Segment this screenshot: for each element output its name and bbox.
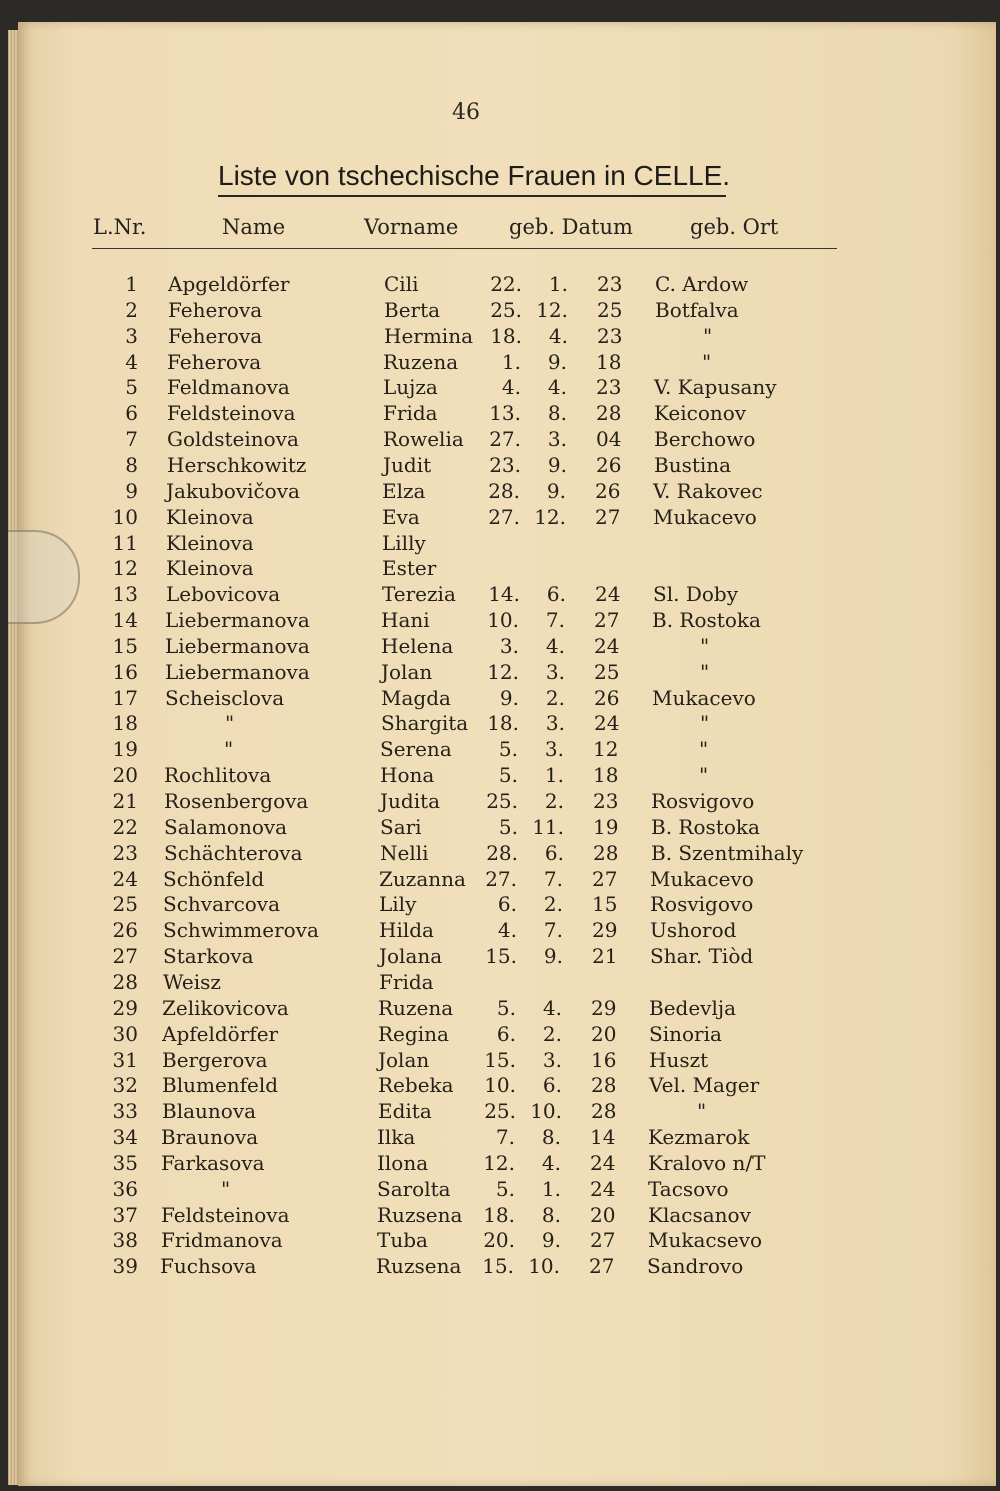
row-birthplace: V. Rakovec	[653, 478, 763, 503]
row-birth-day: 13.	[489, 401, 521, 426]
row-birth-day: 28.	[488, 478, 520, 503]
row-birth-year: 14	[590, 1125, 616, 1150]
row-birth-month: 4.	[541, 1150, 561, 1175]
row-birth-day: 9.	[499, 685, 519, 710]
row-birthplace: Kralovo n/T	[648, 1150, 766, 1175]
row-birthplace: Bedevlja	[649, 995, 736, 1020]
row-vorname: Hona	[380, 763, 435, 788]
row-birth-year: 18	[596, 349, 622, 374]
row-birthplace: Rosvigovo	[650, 892, 754, 917]
row-vorname: Tuba	[377, 1228, 428, 1253]
row-birthplace: "	[697, 1099, 707, 1124]
row-number: 36	[112, 1176, 138, 1201]
row-birth-year: 25	[594, 659, 620, 684]
row-birth-year: 27	[594, 608, 620, 633]
row-birth-day: 22.	[490, 272, 522, 296]
row-birth-month: 4.	[548, 323, 568, 348]
row-number: 39	[112, 1254, 138, 1279]
row-birth-day: 15.	[482, 1254, 514, 1279]
row-name: Blaunova	[162, 1099, 257, 1124]
row-number: 16	[112, 659, 138, 684]
row-birthplace: "	[703, 323, 713, 348]
row-birthplace: Berchowo	[654, 427, 756, 452]
row-vorname: Lilly	[382, 530, 426, 555]
row-number: 20	[112, 763, 138, 788]
header-datum: geb. Datum	[509, 215, 633, 239]
row-birth-year: 27	[589, 1254, 615, 1279]
row-birth-year: 24	[594, 633, 620, 658]
row-birth-year: 18	[593, 763, 619, 788]
row-number: 26	[112, 918, 138, 943]
row-name: Blumenfeld	[162, 1073, 279, 1098]
row-birth-day: 27.	[489, 427, 521, 452]
row-birth-day: 5.	[498, 737, 518, 762]
row-birth-month: 7.	[543, 918, 563, 943]
row-birth-day: 14.	[488, 582, 520, 607]
row-number: 12	[112, 556, 138, 581]
row-vorname: Hermina	[384, 323, 474, 348]
row-birth-month: 8.	[547, 401, 567, 426]
row-birth-month: 1.	[541, 1176, 561, 1201]
row-birth-month: 12.	[536, 297, 568, 322]
row-birth-year: 28	[591, 1073, 617, 1098]
row-name: Lebovicova	[166, 582, 281, 607]
row-name: Liebermanova	[165, 633, 310, 658]
row-number: 32	[112, 1073, 138, 1098]
row-name: Fuchsova	[160, 1254, 257, 1279]
row-birth-day: 1.	[501, 349, 521, 374]
header-ort: geb. Ort	[690, 215, 779, 239]
row-birth-year: 20	[590, 1202, 616, 1227]
row-birth-year: 24	[590, 1176, 616, 1201]
row-name: Rochlitova	[164, 763, 272, 788]
row-number: 19	[112, 737, 138, 762]
row-vorname: Judit	[383, 452, 432, 477]
row-vorname: Frida	[379, 969, 434, 994]
row-birthplace: Rosvigovo	[651, 789, 755, 813]
row-name: Herschkowitz	[167, 452, 307, 477]
row-birth-day: 10.	[487, 608, 519, 633]
row-birth-month: 10.	[530, 1099, 562, 1124]
row-vorname: Elza	[382, 478, 426, 503]
row-number: 21	[112, 789, 138, 813]
row-number: 1	[125, 272, 138, 296]
row-name: Schvarcova	[163, 892, 281, 917]
row-birth-month: 9.	[547, 349, 567, 374]
row-vorname: Rowelia	[383, 427, 464, 452]
row-vorname: Terezia	[382, 582, 456, 607]
row-birthplace: Sinoria	[649, 1021, 722, 1046]
row-birth-year: 28	[591, 1099, 617, 1124]
row-name: Apgeldörfer	[168, 272, 290, 296]
row-birth-year: 23	[597, 272, 623, 296]
row-number: 24	[112, 866, 138, 891]
row-birth-year: 21	[592, 944, 618, 969]
row-name: Feherova	[168, 297, 263, 322]
row-vorname: Edita	[378, 1099, 432, 1124]
row-vorname: Jolana	[379, 944, 443, 969]
row-birth-year: 26	[594, 685, 620, 710]
row-birth-year: 23	[596, 375, 622, 400]
row-birth-day: 25.	[484, 1099, 516, 1124]
row-number: 10	[112, 504, 138, 529]
row-birth-day: 15.	[484, 1047, 516, 1072]
row-vorname: Berta	[384, 297, 441, 322]
row-birth-month: 4.	[547, 375, 567, 400]
row-number: 37	[112, 1202, 138, 1227]
row-vorname: Sarolta	[377, 1176, 451, 1201]
row-number: 31	[112, 1047, 138, 1072]
row-name: Starkova	[163, 944, 254, 969]
row-birth-month: 9.	[541, 1228, 561, 1253]
row-birth-day: 3.	[499, 633, 519, 658]
row-birth-year: 25	[597, 297, 623, 322]
row-birth-year: 15	[592, 892, 618, 917]
row-number: 7	[125, 427, 138, 452]
row-birth-month: 2.	[545, 685, 565, 710]
row-birthplace: Mukacsevo	[648, 1228, 763, 1253]
row-name: Feldsteinova	[161, 1202, 290, 1227]
row-number: 38	[112, 1228, 138, 1253]
row-name: "	[225, 711, 235, 736]
row-birth-day: 5.	[498, 763, 518, 788]
row-birthplace: "	[699, 763, 709, 788]
row-vorname: Serena	[380, 737, 452, 762]
row-birth-month: 3.	[544, 737, 564, 762]
row-number: 35	[112, 1150, 138, 1175]
row-birth-day: 12.	[487, 659, 519, 684]
row-birthplace: "	[700, 659, 710, 684]
row-name: Salamonova	[164, 814, 288, 839]
row-number: 11	[112, 530, 138, 555]
row-birth-day: 5.	[495, 1176, 515, 1201]
row-vorname: Ilka	[377, 1125, 416, 1150]
row-birth-year: 24	[594, 711, 620, 736]
row-name: Kleinova	[166, 556, 254, 581]
row-birth-year: 28	[596, 401, 622, 426]
row-birth-year: 23	[593, 789, 619, 813]
row-birthplace: Vel. Mager	[649, 1073, 760, 1098]
row-number: 14	[112, 608, 138, 633]
row-name: Feldmanova	[167, 375, 290, 400]
row-birthplace: B. Rostoka	[652, 608, 761, 633]
row-birthplace: C. Ardow	[655, 272, 749, 296]
row-birthplace: Kezmarok	[648, 1125, 750, 1150]
row-vorname: Jolan	[381, 659, 433, 684]
row-number: 8	[125, 452, 138, 477]
row-birth-month: 3.	[545, 659, 565, 684]
row-birthplace: V. Kapusany	[654, 375, 777, 400]
row-birth-year: 04	[596, 427, 622, 452]
row-birthplace: Mukacevo	[653, 504, 757, 529]
row-birth-day: 12.	[483, 1150, 515, 1175]
row-vorname: Hani	[381, 608, 430, 633]
row-name: Fridmanova	[161, 1228, 283, 1253]
row-name: Goldsteinova	[167, 427, 299, 452]
row-number: 34	[112, 1125, 138, 1150]
row-name: "	[224, 737, 234, 762]
row-name: Scheisclova	[165, 685, 285, 710]
row-birth-month: 4.	[545, 633, 565, 658]
row-vorname: Ester	[382, 556, 437, 581]
row-name: Feherova	[167, 349, 262, 374]
row-birth-month: 9.	[543, 944, 563, 969]
row-birth-year: 24	[590, 1150, 616, 1175]
row-name: Feldsteinova	[167, 401, 296, 426]
row-birth-day: 6.	[497, 892, 517, 917]
row-birth-month: 11.	[532, 814, 564, 839]
row-vorname: Eva	[382, 504, 420, 529]
row-birth-month: 12.	[534, 504, 566, 529]
row-number: 30	[112, 1021, 138, 1046]
row-birth-year: 28	[593, 840, 619, 865]
row-name: Jakubovičova	[166, 478, 300, 503]
row-vorname: Magda	[381, 685, 451, 710]
row-vorname: Lujza	[383, 375, 438, 400]
row-birth-year: 29	[592, 918, 618, 943]
row-birth-year: 16	[591, 1047, 617, 1072]
row-birth-year: 27	[595, 504, 621, 529]
row-number: 25	[112, 892, 138, 917]
row-name: Braunova	[161, 1125, 259, 1150]
row-birth-day: 18.	[487, 711, 519, 736]
header-nr: L.Nr.	[93, 215, 147, 239]
row-birthplace: Mukacevo	[652, 685, 756, 710]
row-name: Bergerova	[162, 1047, 268, 1072]
row-birth-day: 10.	[484, 1073, 516, 1098]
row-birth-month: 10.	[528, 1254, 560, 1279]
row-birth-year: 26	[595, 478, 621, 503]
row-birth-month: 8.	[541, 1125, 561, 1150]
row-birth-day: 23.	[489, 452, 521, 477]
row-vorname: Rebeka	[378, 1073, 454, 1098]
header-rule	[92, 248, 837, 249]
row-birth-month: 6.	[542, 1073, 562, 1098]
row-birth-year: 27	[592, 866, 618, 891]
row-number: 23	[112, 840, 138, 865]
row-birthplace: Bustina	[654, 452, 732, 477]
row-name: Apfeldörfer	[162, 1021, 279, 1046]
row-birth-month: 4.	[542, 995, 562, 1020]
row-vorname: Cili	[384, 272, 419, 296]
row-vorname: Ruzena	[378, 995, 454, 1020]
row-birthplace: Sandrovo	[647, 1254, 744, 1279]
row-birth-month: 7.	[545, 608, 565, 633]
row-name: Liebermanova	[165, 608, 310, 633]
row-birth-day: 20.	[483, 1228, 515, 1253]
row-birthplace: Keiconov	[654, 401, 747, 426]
row-birthplace: Klacsanov	[648, 1202, 751, 1227]
row-vorname: Nelli	[380, 840, 429, 865]
row-number: 13	[112, 582, 138, 607]
row-birth-year: 19	[593, 814, 619, 839]
row-birth-day: 18.	[483, 1202, 515, 1227]
row-birth-month: 6.	[546, 582, 566, 607]
row-birth-day: 5.	[496, 995, 516, 1020]
row-birthplace: Tacsovo	[648, 1176, 729, 1201]
row-number: 5	[125, 375, 138, 400]
row-birth-month: 8.	[541, 1202, 561, 1227]
row-birth-day: 4.	[501, 375, 521, 400]
row-name: Rosenbergova	[164, 789, 309, 813]
row-birth-month: 2.	[544, 789, 564, 813]
row-birth-day: 27.	[488, 504, 520, 529]
row-birth-month: 6.	[544, 840, 564, 865]
row-vorname: Regina	[378, 1021, 449, 1046]
row-birth-day: 6.	[496, 1021, 516, 1046]
row-name: Schächterova	[164, 840, 303, 865]
row-number: 18	[112, 711, 138, 736]
row-vorname: Ilona	[377, 1150, 429, 1175]
row-number: 9	[125, 478, 138, 503]
row-number: 29	[112, 995, 138, 1020]
row-birth-day: 27.	[485, 866, 517, 891]
row-vorname: Shargita	[381, 711, 469, 736]
row-vorname: Helena	[381, 633, 454, 658]
row-birth-day: 4.	[497, 918, 517, 943]
row-birthplace: Ushorod	[650, 918, 737, 943]
row-birth-year: 24	[595, 582, 621, 607]
row-birthplace: Botfalva	[655, 297, 739, 322]
row-number: 6	[125, 401, 138, 426]
row-birth-year: 29	[591, 995, 617, 1020]
row-name: Zelikovicova	[162, 995, 289, 1020]
row-number: 3	[125, 323, 138, 348]
row-birth-year: 12	[593, 737, 619, 762]
row-name: "	[221, 1176, 231, 1201]
row-birth-month: 1.	[548, 272, 568, 296]
row-birthplace: Huszt	[649, 1047, 709, 1072]
row-number: 15	[112, 633, 138, 658]
row-birthplace: B. Rostoka	[651, 814, 760, 839]
row-birthplace: "	[699, 737, 709, 762]
row-number: 4	[125, 349, 138, 374]
row-birth-day: 28.	[486, 840, 518, 865]
row-number: 28	[112, 969, 138, 994]
row-number: 33	[112, 1099, 138, 1124]
document-title: Liste von tschechische Frauen in CELLE.	[218, 160, 731, 191]
row-birthplace: Shar. Tiòd	[650, 944, 754, 969]
row-birth-month: 9.	[546, 478, 566, 503]
row-birth-month: 3.	[545, 711, 565, 736]
row-vorname: Ruzsena	[377, 1202, 463, 1227]
row-birth-month: 9.	[547, 452, 567, 477]
row-vorname: Zuzanna	[379, 866, 466, 891]
row-birth-month: 7.	[543, 866, 563, 891]
row-birthplace: B. Szentmihaly	[651, 840, 804, 865]
row-number: 22	[112, 814, 138, 839]
row-birth-year: 26	[596, 452, 622, 477]
row-vorname: Hilda	[379, 918, 434, 943]
row-vorname: Lily	[379, 892, 417, 917]
row-birth-year: 23	[597, 323, 623, 348]
row-birth-month: 2.	[542, 1021, 562, 1046]
row-birth-day: 25.	[490, 297, 522, 322]
row-birth-month: 2.	[543, 892, 563, 917]
row-birth-day: 7.	[495, 1125, 515, 1150]
row-birth-month: 1.	[544, 763, 564, 788]
row-birthplace: Mukacevo	[650, 866, 754, 891]
row-vorname: Jolan	[378, 1047, 430, 1072]
row-number: 27	[112, 944, 138, 969]
row-name: Schönfeld	[163, 866, 265, 891]
row-number: 2	[125, 297, 138, 322]
row-name: Kleinova	[166, 530, 254, 555]
row-vorname: Ruzsena	[376, 1254, 462, 1279]
row-name: Schwimmerova	[163, 918, 319, 943]
row-vorname: Sari	[380, 814, 422, 839]
row-vorname: Ruzena	[383, 349, 459, 374]
header-vorname: Vorname	[364, 215, 459, 239]
row-birth-month: 3.	[547, 427, 567, 452]
header-name: Name	[222, 215, 286, 239]
row-number: 17	[112, 685, 138, 710]
row-name: Weisz	[163, 969, 221, 994]
row-birth-year: 20	[591, 1021, 617, 1046]
row-name: Farkasova	[161, 1150, 265, 1175]
row-birth-day: 25.	[486, 789, 518, 813]
row-birth-year: 27	[590, 1228, 616, 1253]
row-vorname: Judita	[380, 789, 441, 813]
row-name: Liebermanova	[165, 659, 310, 684]
row-birth-day: 15.	[485, 944, 517, 969]
row-birthplace: "	[702, 349, 712, 374]
row-name: Kleinova	[166, 504, 254, 529]
row-birth-day: 18.	[490, 323, 522, 348]
row-birth-day: 5.	[498, 814, 518, 839]
row-name: Feherova	[168, 323, 263, 348]
row-birth-month: 3.	[542, 1047, 562, 1072]
page-number: 46	[452, 100, 480, 125]
row-birthplace: "	[700, 711, 710, 736]
title-underline	[218, 195, 726, 197]
row-vorname: Frida	[383, 401, 438, 426]
row-birthplace: "	[700, 633, 710, 658]
row-birthplace: Sl. Doby	[653, 582, 738, 607]
